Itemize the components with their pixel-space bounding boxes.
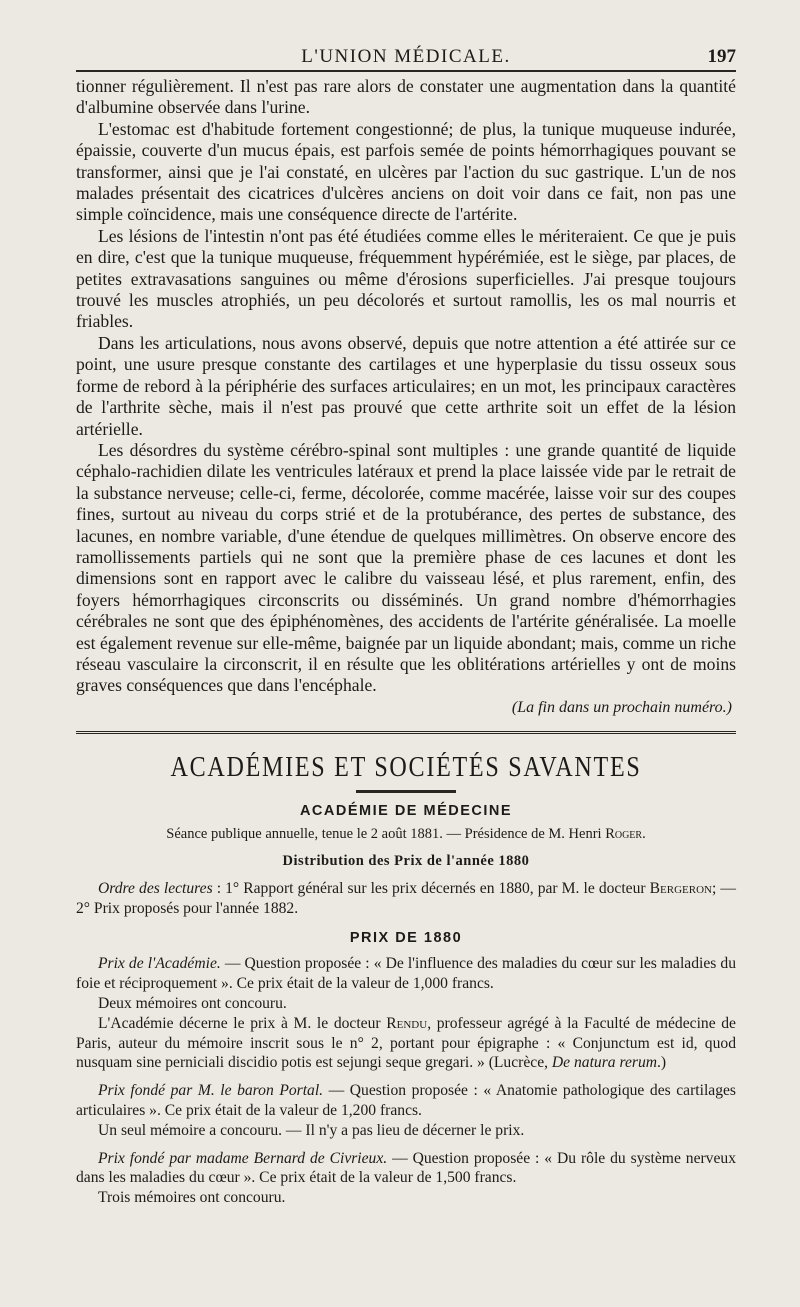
- prize-portal-entrants: Un seul mémoire a concouru. — Il n'y a pas lieu de décerner le prix.: [98, 1121, 525, 1139]
- award-text-b: , professeur agrégé à la Faculté de médecine de Paris, auteur du mémoire inscrit sous le n° 2, portant pour épigraphe : « Conjunctum est id, quod nusquam sine perniciali discidio potis est sejungi seque gregari. » (Lucrèce,: [76, 1014, 736, 1072]
- readings-label: Ordre des lectures: [98, 879, 213, 897]
- prix-heading: PRIX DE 1880: [349, 930, 463, 947]
- title-rule: [356, 790, 456, 793]
- session-line: [76, 823, 736, 845]
- article-body: [76, 76, 736, 719]
- president-name: Roger.: [605, 825, 646, 842]
- paragraph-nervous-system: Les désordres du système cérébro-spinal sont multiples : une grande quantité de liquide céphalo-rachidien dilate les ventricules latéraux et prend la place laissée vide par le retrait de la substance nerveuse; celle-ci, ferme, décolorée, comme macérée, laisse voir sur des coupes fines, surtout au niveau du corps strié et de la protubérance, des pertes de substance, des lacunes, en nombre variable, d'une étendue de quelques millimètres. On observe encore des ramollissements partiels qui ne sont que la première phase de ces lacunes et dont les dimensions sont en rapport avec le calibre du vaisseau lésé, et plus rarement, enfin, des foyers hémorrhagiques circonscrits ou disséminés. Un grand nombre d'hémorrhagies cérébrales ne sont que des épiphénomènes, des accidents de l'artérite généralisée. La moelle est également revenue sur elle-même, baignée par un liquide abondant; mais, comme un riche réseau vasculaire la circonscrit, il en résulte que les oblitérations artérielles y ont de moins graves conséquences que dans l'encéphale.: [76, 439, 737, 696]
- prize-portal-text: — Question proposée : « Anatomie pathologique des cartilages articulaires ». Ce prix était de la valeur de 1,200 francs.: [76, 1082, 736, 1119]
- award-text-c: .): [657, 1054, 667, 1072]
- prize-academie-text: — Question proposée : « De l'influence des maladies du cœur sur les maladies du foie et réciproquement ». Ce prix était de la valeur de 1,000 francs.: [76, 955, 737, 993]
- section-title: ACADÉMIES ET SOCIÉTÉS SAVANTES: [170, 751, 642, 783]
- distribution-heading: Distribution des Prix de l'année 1880: [282, 852, 530, 869]
- prize-civrieux: [76, 1149, 736, 1189]
- prize-academie-award: [76, 1014, 736, 1073]
- prize-academie: [76, 954, 736, 994]
- running-head: [76, 38, 736, 72]
- laureate-name: Rendu: [386, 1014, 428, 1032]
- to-be-continued-note: (La fin dans un prochain numéro.): [511, 698, 732, 716]
- prize-civrieux-label: Prix fondé par madame Bernard de Civrieux.: [98, 1149, 388, 1167]
- section-divider: [76, 731, 736, 738]
- paragraph-intestine: Les lésions de l'intestin n'ont pas été étudiées comme elles le mériteraient. Ce que je puis en dire, c'est que la tunique muqueuse, fréquemment hypérémiée, est le siège, par places, de petites extravasations sanguines ou même d'érosions superficielles. J'ai presque toujours trouvé les muscles atrophiés, un peu décolorés et surtout ramollis, les os mal nourris et friables.: [76, 225, 736, 332]
- prize-academie-entrants: Deux mémoires ont concouru.: [98, 994, 287, 1012]
- paragraph-continued: tionner régulièrement. Il n'est pas rare alors de constater une augmentation dans la quantité d'albumine observée dans l'urine.: [76, 76, 736, 118]
- session-text: Séance publique annuelle, tenue le 2 août 1881. — Présidence de M. Henri: [166, 825, 606, 842]
- prize-portal-label: Prix fondé par M. le baron Portal.: [98, 1082, 324, 1100]
- award-source: De natura rerum: [551, 1054, 658, 1072]
- academy-heading: ACADÉMIE DE MÉDECINE: [299, 802, 513, 819]
- prize-report: [76, 879, 736, 1208]
- running-title: L'UNION MÉDICALE.: [301, 46, 511, 67]
- prize-portal: [76, 1081, 736, 1121]
- readings-paragraph: [76, 879, 736, 919]
- prize-civrieux-text: — Question proposée : « Du rôle du système nerveux dans les maladies du cœur ». Ce prix était de la valeur de 1,500 francs.: [76, 1149, 736, 1187]
- award-text-a: L'Académie décerne le prix à M. le docteur: [98, 1014, 387, 1032]
- readings-text-b: ; — 2° Prix proposés pour l'année 1882.: [76, 879, 737, 917]
- readings-text-a: : 1° Rapport général sur les prix décernés en 1880, par M. le docteur: [212, 879, 650, 897]
- page-number: 197: [707, 46, 736, 67]
- paragraph-joints: Dans les articulations, nous avons observé, depuis que notre attention a été attirée sur ce point, une usure presque constante des cartilages et une hyperplasie du tissu osseux sous forme de rebord à la périphérie des surfaces articulaires; en un mot, les principaux caractères de l'arthrite sèche, mais il n'est pas prouvé que cette arthrite soit un effet de la lésion artérielle.: [76, 332, 736, 439]
- prize-civrieux-entrants: Trois mémoires ont concouru.: [98, 1189, 286, 1207]
- rapporteur-name: Bergeron: [649, 879, 713, 897]
- prize-academie-label: Prix de l'Académie.: [98, 955, 221, 973]
- paragraph-stomach: L'estomac est d'habitude fortement congestionné; de plus, la tunique muqueuse indurée, épaissie, couverte d'un mucus épais, est parfois semée de points hémorrhagiques pouvant se transformer, ainsi que je l'ai constaté, en ulcères par l'action du suc gastrique. L'un de nos malades présentait des cicatrices d'ulcères anciens on doit voir dans ce fait, non pas une simple coïncidence, mais une conséquence directe de l'artérite.: [76, 118, 736, 225]
